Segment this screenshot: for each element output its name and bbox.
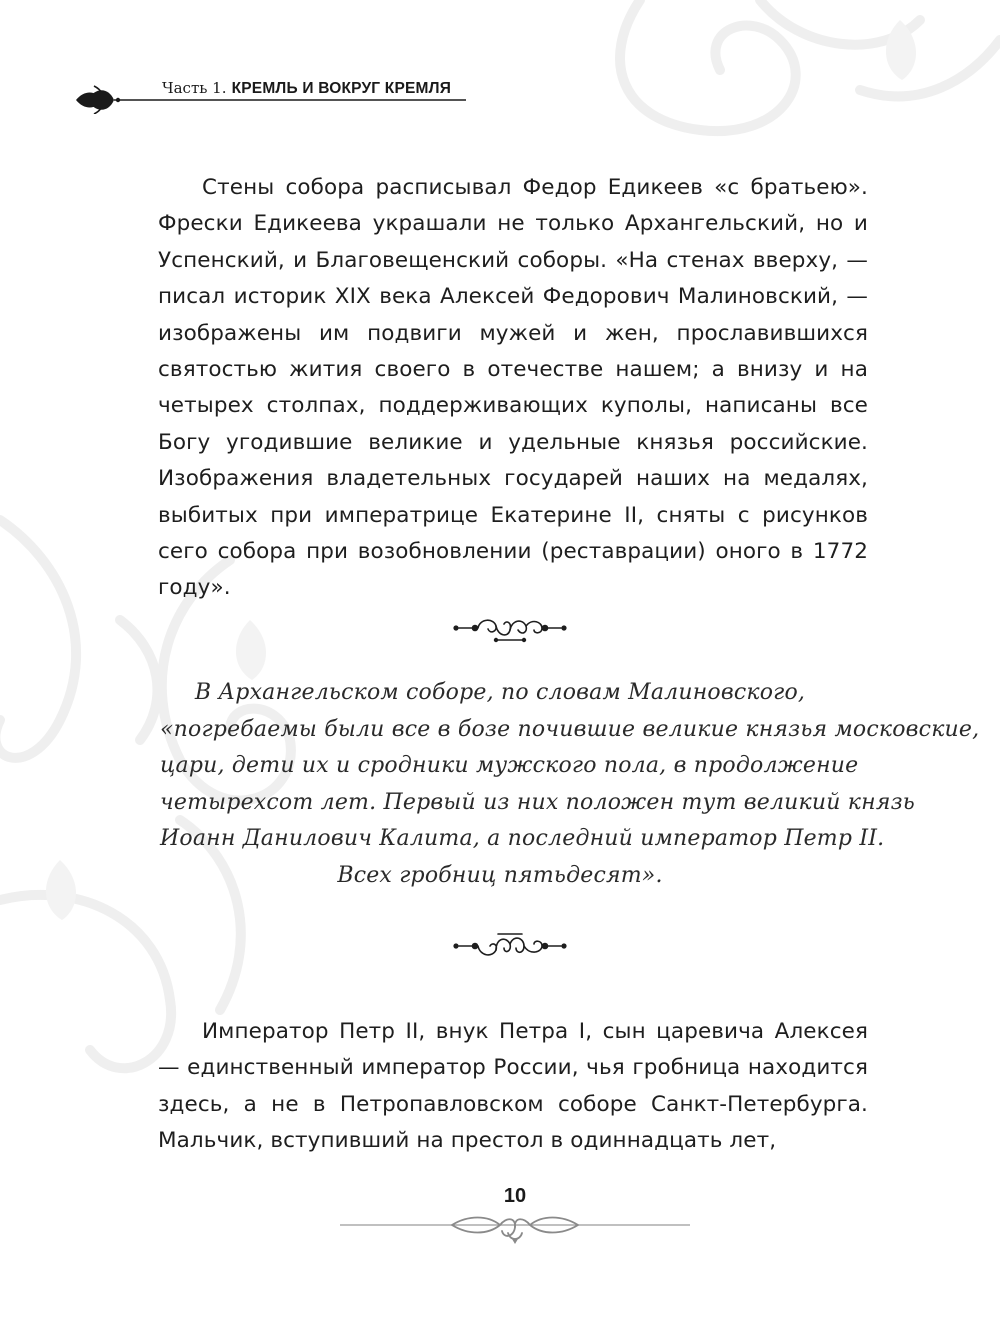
quote-line: «погребаемы были все в бозе почившие великие князья московские, xyxy=(160,716,980,742)
body-paragraph-2 xyxy=(158,1014,868,1160)
page-footer xyxy=(340,1185,690,1245)
quote-line: В Архангельском соборе, по словам Малиновского, xyxy=(194,680,806,705)
quote-line: Иоанн Данилович Калита, а последний император Петр II. xyxy=(160,826,885,851)
quote-block xyxy=(160,675,980,894)
paragraph-text: Император Петр II, внук Петра I, сын царевича Алексея — единственный император России, чья гробница находится здесь, а не в Петропавловском соборе Санкт-Петербурга. Мальчик, вступивший на престол в одиннадцать лет, xyxy=(158,1019,868,1154)
running-head-title: КРЕМЛЬ И ВОКРУГ КРЕМЛЯ xyxy=(231,80,452,97)
body-paragraph-1 xyxy=(158,170,868,607)
quote-line: Всех гробниц пятьдесят». xyxy=(337,862,663,888)
quote-line: четырехсот лет. Первый из них положен тут великий князь xyxy=(160,789,915,815)
running-head-text xyxy=(162,78,451,98)
running-head-part: Часть 1. xyxy=(162,79,227,97)
running-head xyxy=(74,74,466,114)
paragraph-text: Стены собора расписывал Федор Едикеев «с братьею». Фрески Едикеева украшали не только Архангельский, но и Успенский, и Благовещенский соборы. «На стенах вверху, — писал историк XIX века Алексей Федорович Малиновский, — изображены им подвиги мужей и жен, прославившихся святостью жития своего в отечестве нашем; а внизу и на четырех столпах, поддерживающих куполы, написаны все Богу угодившие великие и удельные князья российские. Изображения владетельных государей наших на медалях, выбитых при императрице Екатерине II, сняты с рисунков сего собора при возобновлении (реставрации) оного в 1772 году». xyxy=(158,175,868,601)
swirl-divider-icon xyxy=(450,922,570,968)
swirl-divider-icon xyxy=(450,604,570,650)
quote-line: цари, дети их и сродники мужского пола, в продолжение xyxy=(160,753,859,778)
scroll-ornament-icon xyxy=(340,1209,690,1245)
page-number: 10 xyxy=(503,1185,527,1207)
